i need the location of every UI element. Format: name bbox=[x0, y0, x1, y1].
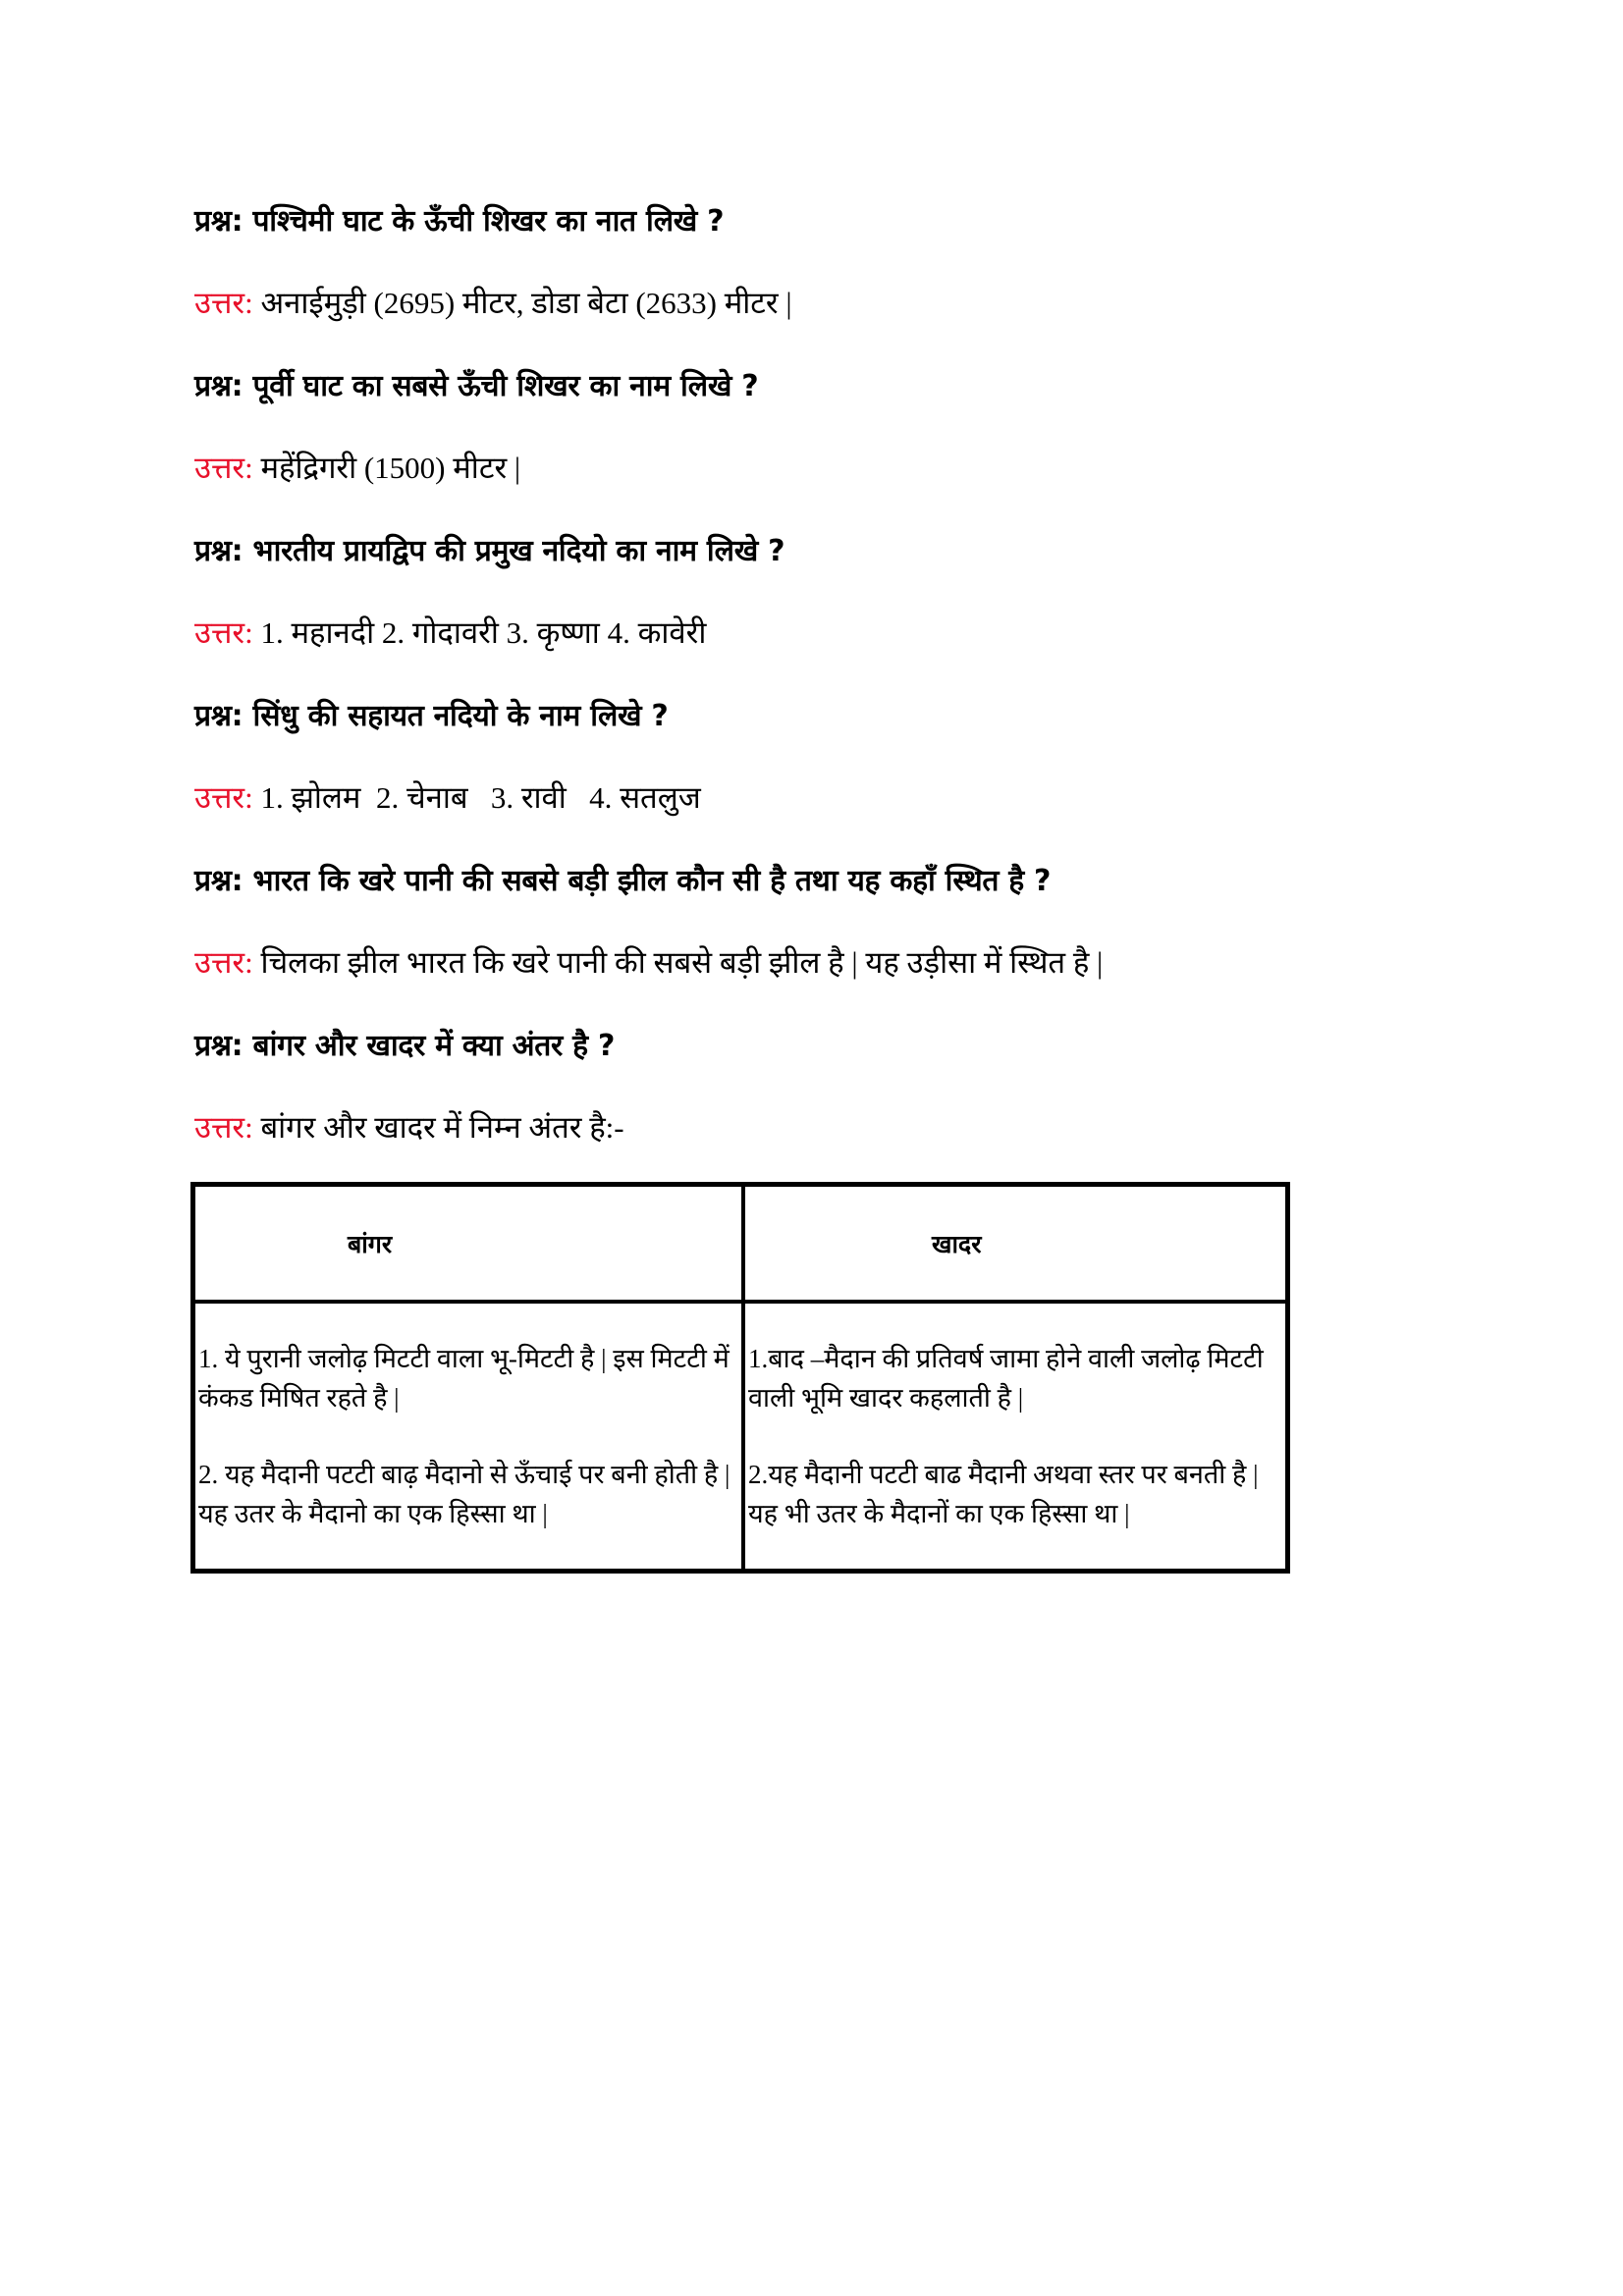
answer-label: उत्तर: bbox=[194, 615, 253, 650]
answer-line bbox=[194, 943, 1103, 983]
qa-item-1 bbox=[194, 202, 792, 323]
answer-label: उत्तर: bbox=[194, 1110, 253, 1145]
table-row bbox=[193, 1302, 1288, 1572]
question-text: प्रश्न: भारत कि खरे पानी की सबसे बड़ी झील कौन सी है तथा यह कहाँ स्थित है ? bbox=[194, 864, 1052, 898]
answer-line bbox=[194, 778, 701, 818]
table-cell-bangar bbox=[193, 1302, 744, 1572]
question-text: प्रश्न: पूर्वी घाट का सबसे ऊँची शिखर का नाम लिखे ? bbox=[194, 369, 759, 403]
table-header-khadar bbox=[743, 1185, 1288, 1303]
cell-point: 2.यह मैदानी पटटी बाढ मैदानी अथवा स्तर पर बनती है | यह भी उतर के मैदानों का एक हिस्सा था | bbox=[748, 1460, 1259, 1528]
answer-text: 1. झोलम 2. चेनाब 3. रावी 4. सतलुज bbox=[260, 780, 701, 815]
qa-item-4 bbox=[194, 697, 701, 818]
qa-item-5 bbox=[194, 862, 1103, 983]
bangar-khadar-comparison-table bbox=[190, 1182, 1290, 1574]
answer-text: अनाईमुड़ी (2695) मीटर, डोडा बेटा (2633) मीटर | bbox=[260, 286, 792, 320]
answer-text: 1. महानदी 2. गोदावरी 3. कृष्णा 4. कावेरी bbox=[260, 615, 707, 650]
header-label: खादर bbox=[932, 1229, 982, 1258]
qa-item-2 bbox=[194, 367, 758, 488]
cell-point: 2. यह मैदानी पटटी बाढ़ मैदानो से ऊँचाई पर बनी होती है | यह उतर के मैदानो का एक हिस्सा था | bbox=[198, 1460, 730, 1528]
answer-line bbox=[194, 1108, 624, 1148]
answer-label: उत्तर: bbox=[194, 780, 253, 815]
answer-line bbox=[194, 614, 784, 653]
qa-item-6 bbox=[194, 1027, 624, 1148]
answer-label: उत्तर: bbox=[194, 286, 253, 320]
cell-point: 1. ये पुरानी जलोढ़ मिटटी वाला भू-मिटटी है | इस मिटटी में कंकड मिषित रहते है | bbox=[198, 1344, 730, 1413]
table-cell-khadar bbox=[743, 1302, 1288, 1572]
header-label: बांगर bbox=[348, 1229, 393, 1258]
question-text: प्रश्न: भारतीय प्रायद्विप की प्रमुख नदियो का नाम लिखे ? bbox=[194, 534, 785, 568]
answer-line bbox=[194, 284, 792, 323]
answer-label: उत्तर: bbox=[194, 451, 253, 485]
question-text: प्रश्न: सिंधु की सहायत नदियो के नाम लिखे ? bbox=[194, 699, 669, 733]
answer-text: बांगर और खादर में निम्न अंतर है:- bbox=[260, 1110, 624, 1145]
table-header-bangar bbox=[193, 1185, 744, 1303]
answer-text: चिलका झील भारत कि खरे पानी की सबसे बड़ी झील है | यह उड़ीसा में स्थित है | bbox=[260, 945, 1104, 980]
cell-point: 1.बाद –मैदान की प्रतिवर्ष जामा होने वाली जलोढ़ मिटटी वाली भूमि खादर कहलाती है | bbox=[748, 1344, 1264, 1413]
answer-line bbox=[194, 449, 758, 488]
answer-label: उत्तर: bbox=[194, 945, 253, 980]
question-text: प्रश्न: बांगर और खादर में क्या अंतर है ? bbox=[194, 1029, 616, 1063]
question-text: प्रश्न: पश्चिमी घाट के ऊँची शिखर का नात लिखे ? bbox=[194, 204, 725, 239]
answer-text: महेंद्रिगरी (1500) मीटर | bbox=[260, 451, 521, 485]
table-header-row bbox=[193, 1185, 1288, 1303]
qa-item-3 bbox=[194, 532, 784, 653]
